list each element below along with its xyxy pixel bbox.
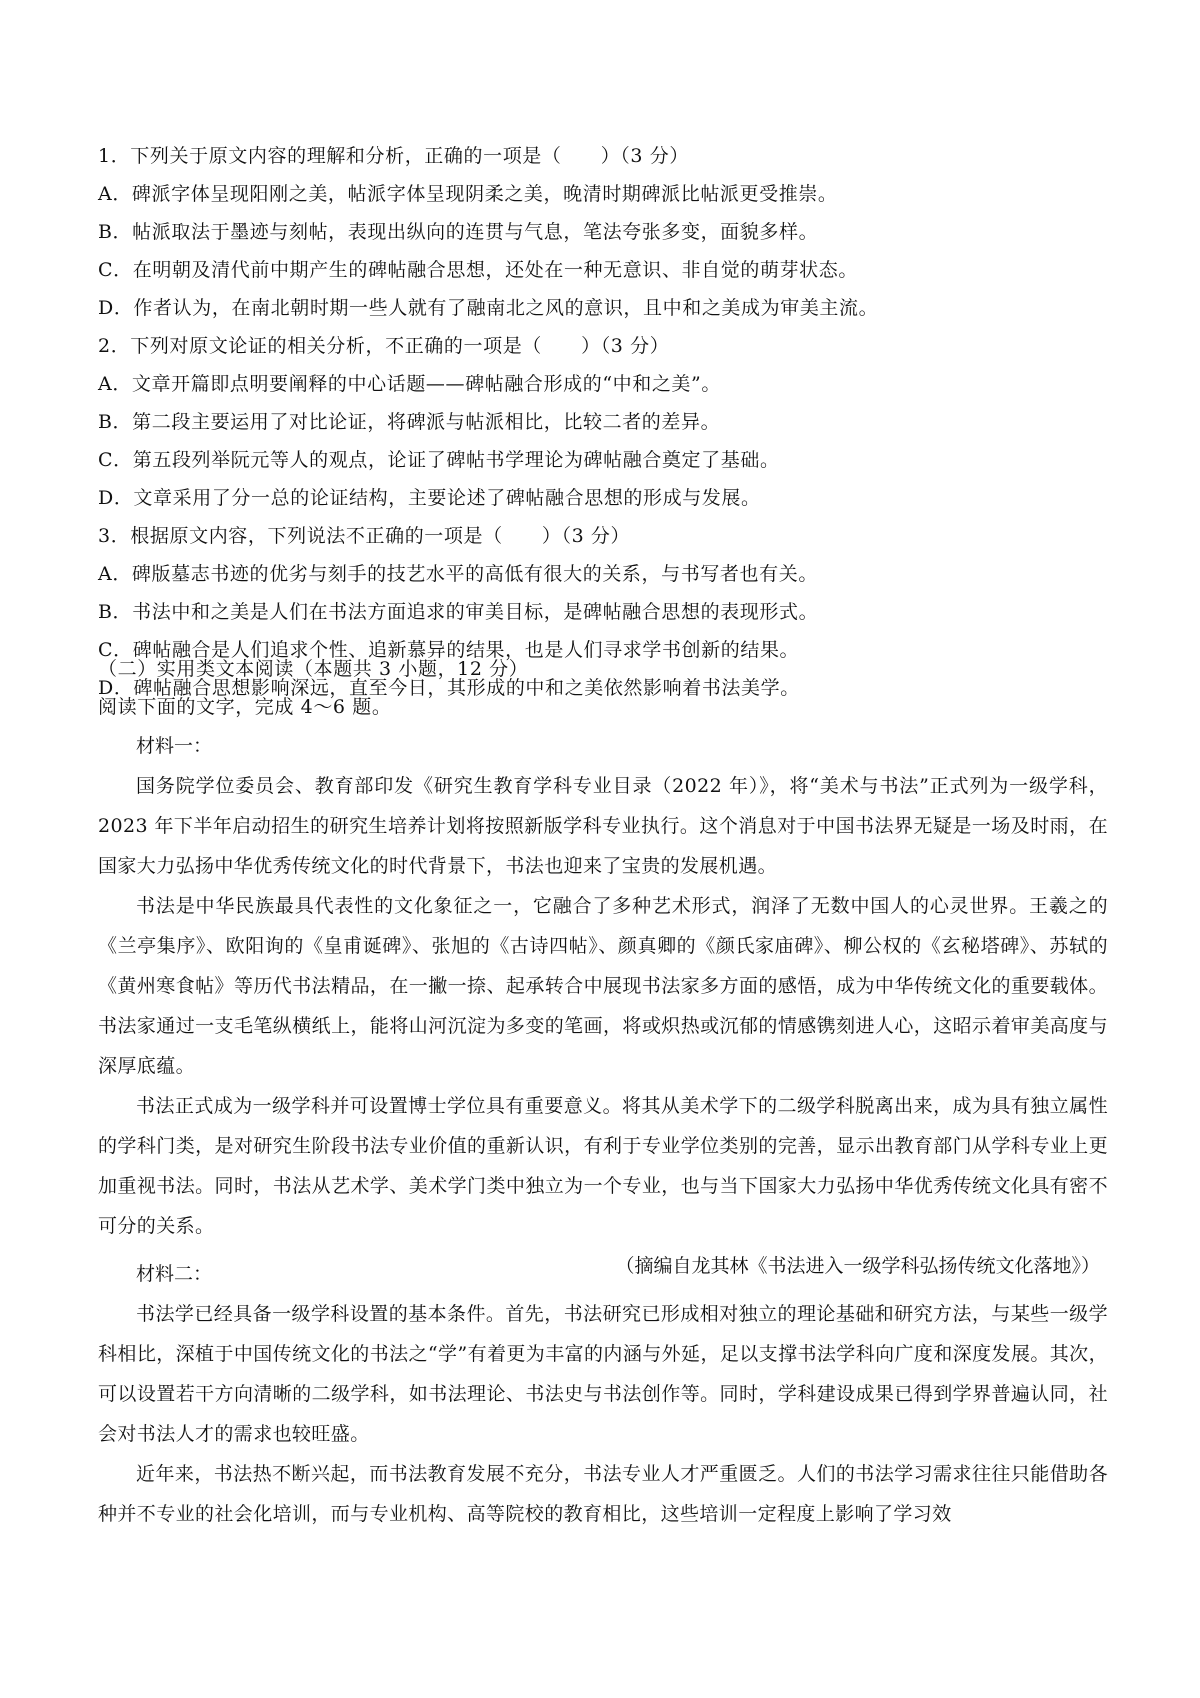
- material-2-paragraph-2: 近年来，书法热不断兴起，而书法教育发展不充分，书法专业人才严重匮乏。人们的书法学习需求往往只能借助各种并不专业的社会化培训，而与专业机构、高等院校的教育相比，这些培训一定程度上影响了学习效: [98, 1463, 1108, 1525]
- question-block: [98, 137, 1108, 707]
- question-1-stem: 1．下列关于原文内容的理解和分析，正确的一项是（ ）（3 分）: [98, 145, 689, 167]
- material-2-label: 材料二：: [136, 1263, 213, 1285]
- question-3-stem: 3．根据原文内容，下列说法不正确的一项是（ ）（3 分）: [98, 525, 631, 547]
- question-1-option-d: D．作者认为，在南北朝时期一些人就有了融南北之风的意识，且中和之美成为审美主流。: [98, 297, 879, 319]
- material-1-source: （摘编自龙其林《书法进入一级学科弘扬传统文化落地》）: [615, 1255, 1100, 1277]
- material-1-paragraph-1: 国务院学位委员会、教育部印发《研究生教育学科专业目录（2022 年）》，将“美术与书法”正式列为一级学科，2023 年下半年启动招生的研究生培养计划将按照新版学科专业执行。这个消息对于中国书法界无疑是一场及时雨，在国家大力弘扬中华优秀传统文化的时代背景下，书法也迎来了宝贵的发展机遇。: [98, 775, 1108, 877]
- material-2: [98, 1254, 1108, 1534]
- question-1-option-c: C．在明朝及清代前中期产生的碑帖融合思想，还处在一种无意识、非自觉的萌芽状态。: [98, 259, 858, 281]
- question-3-option-c: C．碑帖融合是人们追求个性、追新慕异的结果，也是人们寻求学书创新的结果。: [98, 639, 800, 661]
- question-3-option-d: D．碑帖融合思想影响深远，直至今日，其形成的中和之美依然影响着书法美学。: [98, 677, 800, 699]
- question-2-option-d: D．文章采用了分一总的论证结构，主要论述了碑帖融合思想的形成与发展。: [98, 487, 761, 509]
- question-1-option-a: A．碑派字体呈现阳刚之美，帖派字体呈现阴柔之美，晚清时期碑派比帖派更受推崇。: [98, 183, 838, 205]
- question-2-stem: 2．下列对原文论证的相关分析，不正确的一项是（ ）（3 分）: [98, 335, 670, 357]
- question-3-option-a: A．碑版墓志书迹的优劣与刻手的技艺水平的高低有很大的关系，与书写者也有关。: [98, 563, 818, 585]
- section-heading: （二）实用类文本阅读（本题共 3 小题，12 分）: [98, 658, 529, 680]
- question-2-option-b: B．第二段主要运用了对比论证，将碑派与帖派相比，比较二者的差异。: [98, 411, 721, 433]
- section-heading-block: [98, 650, 1108, 726]
- material-1: [98, 726, 1108, 1286]
- question-3-option-b: B．书法中和之美是人们在书法方面追求的审美目标，是碑帖融合思想的表现形式。: [98, 601, 819, 623]
- material-1-paragraph-3: 书法正式成为一级学科并可设置博士学位具有重要意义。将其从美术学下的二级学科脱离出来，成为具有独立属性的学科门类，是对研究生阶段书法专业价值的重新认识，有利于专业学位类别的完善，显示出教育部门从学科专业上更加重视书法。同时，书法从艺术学、美术学门类中独立为一个专业，也与当下国家大力弘扬中华优秀传统文化具有密不可分的关系。: [98, 1095, 1108, 1237]
- question-2-option-a: A．文章开篇即点明要阐释的中心话题——碑帖融合形成的“中和之美”。: [98, 373, 721, 395]
- material-2-paragraph-1: 书法学已经具备一级学科设置的基本条件。首先，书法研究已形成相对独立的理论基础和研究方法，与某些一级学科相比，深植于中国传统文化的书法之“学”有着更为丰富的内涵与外延，足以支撑书法学科向广度和深度发展。其次，可以设置若干方向清晰的二级学科，如书法理论、书法史与书法创作等。同时，学科建设成果已得到学界普遍认同，社会对书法人才的需求也较旺盛。: [98, 1303, 1108, 1445]
- material-1-label: 材料一：: [136, 735, 213, 757]
- question-2-option-c: C．第五段列举阮元等人的观点，论证了碑帖书学理论为碑帖融合奠定了基础。: [98, 449, 780, 471]
- question-1-option-b: B．帖派取法于墨迹与刻帖，表现出纵向的连贯与气息，笔法夸张多变，面貌多样。: [98, 221, 819, 243]
- section-instruction: 阅读下面的文字，完成 4～6 题。: [98, 696, 392, 718]
- material-1-paragraph-2: 书法是中华民族最具代表性的文化象征之一，它融合了多种艺术形式，润泽了无数中国人的心灵世界。王羲之的《兰亭集序》、欧阳询的《皇甫诞碑》、张旭的《古诗四帖》、颜真卿的《颜氏家庙碑》、柳公权的《玄秘塔碑》、苏轼的《黄州寒食帖》等历代书法精品，在一撇一捺、起承转合中展现书法家多方面的感悟，成为中华传统文化的重要载体。书法家通过一支毛笔纵横纸上，能将山河沉淀为多变的笔画，将或炽热或沉郁的情感镌刻进人心，这昭示着审美高度与深厚底蕴。: [98, 895, 1108, 1077]
